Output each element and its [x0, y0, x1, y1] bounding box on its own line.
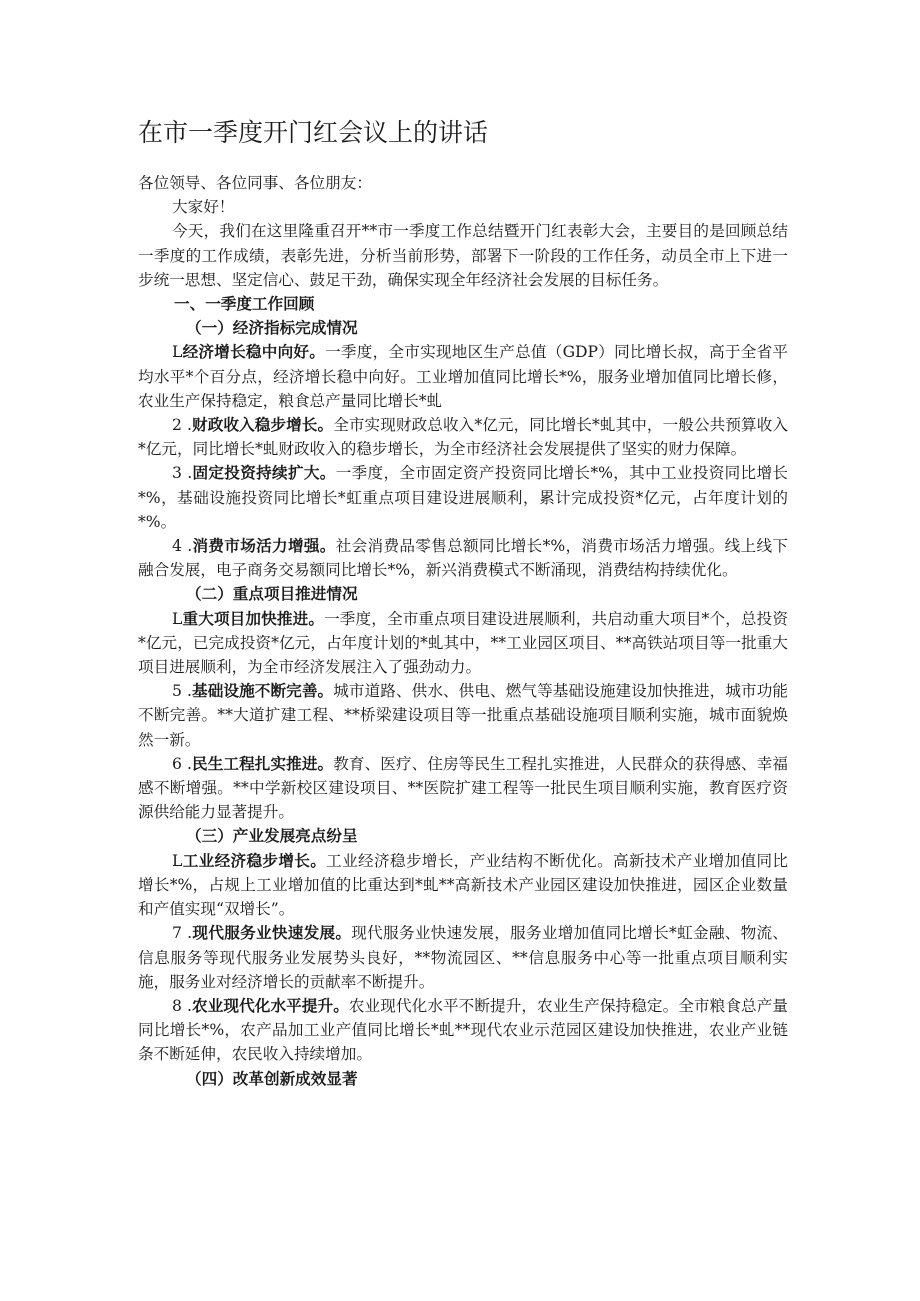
subsection-heading-reform: （四）改革创新成效显著 [186, 1068, 358, 1088]
item-lead: 现代服务业快速发展。 [192, 923, 352, 943]
item-text: 工业经济稳步增长，产业结构不断优化。高新技术产业增加值同比增长*%，占规上工业增加值的比重达到*虬**高新技术产业园区建设加快推进，园区企业数量和产值实现“双增长”。 [138, 851, 788, 919]
document-body [138, 171, 788, 1091]
item-text: 全市实现财政总收入*亿元，同比增长*虬其中，一般公共预算收入*亿元，同比增长*虬财政收入的稳步增长，为全市经济社会发展提供了坚实的财力保障。 [138, 416, 788, 459]
item-text: 社会消费品零售总额同比增长*%，消费市场活力增强。线上线下融合发展，电子商务交易额同比增长*%，新兴消费模式不断涌现，消费结构持续优化。 [138, 537, 788, 580]
page-title: 在市一季度开门红会议上的讲话 [138, 118, 489, 147]
item-number: L [172, 851, 183, 870]
item-text: 一季度，全市重点项目建设进展顺利，共启动重大项目*个，总投资*亿元，已完成投资*亿元，占年度计划的*虬其中，**工业园区项目、**高铁站项目等一批重大项目进展顺利，为全市经济发展注入了强劲动力。 [138, 609, 788, 677]
greeting: 大家好！ [172, 198, 235, 217]
list-item [138, 921, 788, 994]
item-number: 2 . [172, 416, 192, 435]
item-text: 一季度，全市固定资产投资同比增长*%，其中工业投资同比增长*%，基础设施投资同比增长*虹重点项目建设进展顺利，累计完成投资*亿元，占年度计划的*%。 [138, 464, 788, 531]
item-text: 一季度，全市实现地区生产总值（GDP）同比增长叔，高于全省平均水平*个百分点，经济增长稳中向好。工业增加值同比增长*%，服务业增加值同比增长修，农业生产保持稳定，粮食总产量同比增长*虬 [138, 343, 788, 410]
salutation: 各位领导、各位同事、各位朋友： [138, 174, 372, 192]
item-lead: 基础设施不断完善。 [191, 681, 334, 701]
item-number: 6 . [172, 754, 192, 773]
subsection-heading-economic: （一）经济指标完成情况 [186, 318, 358, 338]
subsection-heading-projects: （二）重点项目推进情况 [186, 584, 358, 604]
item-text: 现代服务业快速发展，服务业增加值同比增长*虹金融、物流、信息服务等现代服务业发展势头良好，**物流园区、**信息服务中心等一批重点项目顺利实施，服务业对经济增长的贡献率不断提升。 [138, 924, 788, 991]
item-number: 4 . [172, 537, 193, 556]
item-lead: 重大项目加快推进。 [182, 608, 325, 628]
list-item [138, 994, 788, 1067]
item-lead: 工业经济稳步增长。 [182, 850, 327, 870]
list-item [138, 607, 788, 680]
item-lead: 固定投资持续扩大。 [192, 463, 336, 483]
item-number: 3 . [172, 464, 193, 483]
list-item [138, 461, 788, 534]
list-item [138, 534, 788, 582]
item-number: L [172, 343, 183, 362]
item-number: 7 . [172, 924, 193, 943]
item-text: 农业现代化水平不断提升，农业生产保持稳定。全市粮食总产量同比增长*%，农产品加工业产值同比增长*虬**现代农业示范园区建设加快推进，农业产业链条不断延伸，农民收入持续增加。 [138, 996, 788, 1064]
item-number: 5 . [172, 682, 192, 701]
intro-paragraph: 今天，我们在这里隆重召开**市一季度工作总结暨开门红表彰大会，主要目的是回顾总结一季度的工作成绩，表彰先进，分析当前形势，部署下一阶段的工作任务，动员全市上下进一步统一思想、坚定信心、鼓足干劲，确保实现全年经济社会发展的目标任务。 [138, 222, 788, 289]
section-heading-review: 一、一季度工作回顾 [174, 294, 315, 314]
subsection-heading-industry: （三）产业发展亮点纷呈 [186, 826, 358, 846]
list-item [138, 413, 788, 461]
list-item [138, 752, 788, 825]
item-lead: 农业现代化水平提升。 [191, 995, 349, 1015]
item-text: 教育、医疗、住房等民生工程扎实推进，人民群众的获得感、幸福感不断增强。**中学新校区建设项目、**医院扩建工程等一批民生项目顺利实施，教育医疗资源供给能力显著提升。 [138, 754, 788, 822]
list-item [138, 849, 788, 922]
item-lead: 财政收入稳步增长。 [191, 415, 334, 435]
item-number: L [172, 609, 183, 628]
item-number: 8 . [172, 996, 192, 1015]
item-lead: 经济增长稳中向好。 [182, 342, 326, 362]
item-lead: 民生工程扎实推进。 [191, 753, 334, 773]
list-item [138, 340, 788, 413]
item-lead: 消费市场活力增强。 [192, 536, 336, 556]
list-item [138, 679, 788, 752]
item-text: 城市道路、供水、供电、燃气等基础设施建设加快推进，城市功能不断完善。**大道扩建工程、**桥梁建设项目等一批重点基础设施项目顺利实施，城市面貌焕然一新。 [138, 682, 788, 749]
